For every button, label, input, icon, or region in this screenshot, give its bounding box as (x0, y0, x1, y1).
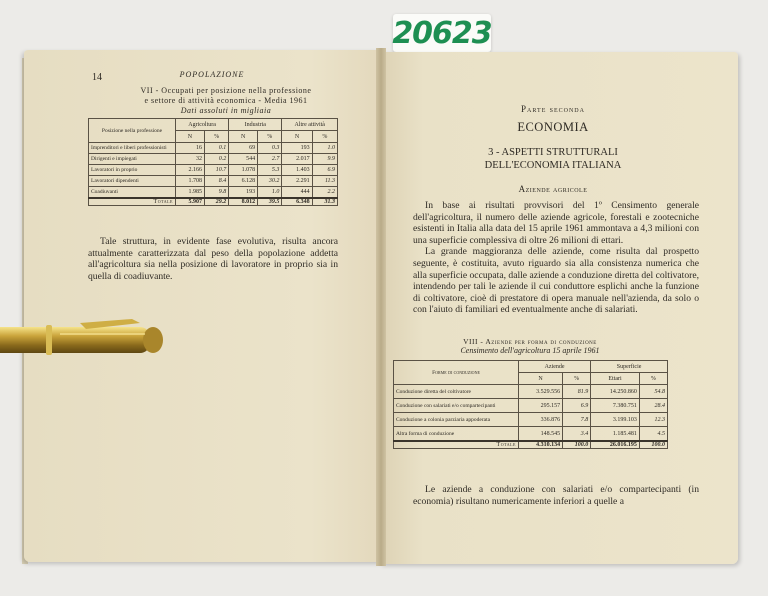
total-row (89, 198, 338, 206)
sub-header: N (282, 131, 312, 143)
paragraph-text: Tale struttura, in evidente fase evolutiva, risulta ancora attualmente caratterizzata dal peso della popolazione addetta all'agricoltura sia nella posizione di lavoratore in proprio sia in quella di coadiuvante. (88, 236, 338, 282)
row-label: Conduzione con salariati e/o compartecipanti (394, 399, 519, 413)
cell-value: 9.8 (204, 187, 228, 199)
header-agricoltura: Agricoltura (176, 119, 229, 131)
sub-header: N (229, 131, 258, 143)
header-industria: Industria (229, 119, 282, 131)
total-label: Totale (394, 441, 519, 449)
cell-value: 4.5 (639, 427, 667, 442)
table-row (89, 187, 338, 199)
table-vii-title-line2: e settore di attività economica - Media 1961 (144, 96, 308, 105)
table-row (89, 165, 338, 176)
total-value: 100.0 (639, 441, 667, 449)
sub-header: % (258, 131, 282, 143)
gold-pen (0, 313, 165, 361)
header-aziende: Aziende (519, 361, 591, 373)
table-viii-title (392, 337, 668, 355)
row-label: Dirigenti e impiegati (89, 154, 176, 165)
cell-value: 544 (229, 154, 258, 165)
cell-value: 3.529.556 (519, 385, 563, 399)
cell-value: 32 (176, 154, 205, 165)
cell-value: 5.3 (258, 165, 282, 176)
table-vii-title-line1: VII - Occupati per posizione nella professione (140, 86, 312, 95)
total-value: 6.348 (282, 198, 312, 206)
cell-value: 3.4 (563, 427, 591, 442)
total-value: 4.310.134 (519, 441, 563, 449)
part-label: Parte seconda (521, 104, 585, 114)
cell-value: 28.4 (639, 399, 667, 413)
table-vii (88, 118, 338, 206)
total-value: 26.016.195 (591, 441, 640, 449)
total-value: 39.5 (258, 198, 282, 206)
cell-value: 54.8 (639, 385, 667, 399)
chapter-title-line1: 3 - ASPETTI STRUTTURALI (488, 147, 618, 158)
chapter-title (380, 146, 726, 172)
row-label: Lavoratori dipendenti (89, 176, 176, 187)
cell-value: 295.157 (519, 399, 563, 413)
row-label: Altra forma di conduzione (394, 427, 519, 442)
cell-value: 148.545 (519, 427, 563, 442)
cell-value: 444 (282, 187, 312, 199)
table-row (89, 154, 338, 165)
cell-value: 2.2 (312, 187, 337, 199)
left-paragraph (88, 236, 338, 282)
sub-header: N (519, 373, 563, 385)
sub-header: N (176, 131, 205, 143)
cell-value: 10.7 (204, 165, 228, 176)
table-viii-subtitle: Censimento dell'agricoltura 15 aprile 1961 (460, 346, 600, 355)
cell-value: 0.1 (204, 143, 228, 154)
cell-value: 2.017 (282, 154, 312, 165)
table-row (394, 399, 668, 413)
cell-value: 16 (176, 143, 205, 154)
table-vii-subtitle: Dati assoluti in migliaia (180, 106, 272, 115)
table-viii (393, 360, 668, 449)
paragraph-1: In base ai risultati provvisori del 1º Censimento generale dell'agricoltura, il numero delle aziende agricole, forestali e zootecniche esistenti in Italia alla data del 15 aprile 1961 ammontava a 4,3 milioni con una superficie complessiva di oltre 26 milioni di ettari. (413, 200, 699, 246)
cell-value: 7.380.751 (591, 399, 640, 413)
cell-value: 6.9 (312, 165, 337, 176)
cell-value: 1.185.481 (591, 427, 640, 442)
paragraph-2: La grande maggioranza delle aziende, come risulta dal prospetto seguente, è costituita, avuto riguardo sia alla consistenza numerica che alla superficie occupata, dalle aziende a conduzione diretta del coltivatore, intendendo per tali le aziende il cui conduttore esplichi anche la funzione di coltivatore, cioè di prestatore di opera manuale nell'azienda, da solo o con l'aiuto di familiari ed eventualmente anche di salariati. (413, 246, 699, 316)
cell-value: 6.128 (229, 176, 258, 187)
cell-value: 3.199.103 (591, 413, 640, 427)
cell-value: 1.0 (312, 143, 337, 154)
cell-value: 12.3 (639, 413, 667, 427)
row-label: Coadiuvanti (89, 187, 176, 199)
col-header-position: Posizione nella professione (89, 119, 176, 143)
sub-header: Ettari (591, 373, 640, 385)
cell-value: 2.7 (258, 154, 282, 165)
table-row (89, 143, 338, 154)
cell-value: 0.3 (258, 143, 282, 154)
cell-value: 7.8 (563, 413, 591, 427)
sub-header: % (563, 373, 591, 385)
total-value: 31.3 (312, 198, 337, 206)
chapter-title-line2: DELL'ECONOMIA ITALIANA (484, 160, 622, 171)
right-paragraphs (413, 200, 699, 316)
table-row (394, 413, 668, 427)
cell-value: 1.078 (229, 165, 258, 176)
right-paragraph-3 (413, 484, 699, 507)
cell-value: 30.2 (258, 176, 282, 187)
cell-value: 2.291 (282, 176, 312, 187)
cell-value: 1.403 (282, 165, 312, 176)
inventory-number: 20623 (392, 15, 492, 51)
cell-value: 336.876 (519, 413, 563, 427)
sub-header: % (639, 373, 667, 385)
cell-value: 193 (282, 143, 312, 154)
page-number: 14 (92, 72, 102, 83)
row-label: Conduzione diretta del coltivatore (394, 385, 519, 399)
table-row (394, 385, 668, 399)
cell-value: 81.9 (563, 385, 591, 399)
table-viii-title-line: VIII - Aziende per forma di conduzione (463, 337, 597, 346)
table-row (394, 427, 668, 442)
cell-value: 1.985 (176, 187, 205, 199)
row-label: Conduzione a colonia parziaria appoderata (394, 413, 519, 427)
cell-value: 8.4 (204, 176, 228, 187)
cell-value: 9.9 (312, 154, 337, 165)
cell-value: 6.9 (563, 399, 591, 413)
header-altre: Altre attività (282, 119, 338, 131)
running-head: POPOLAZIONE (179, 70, 245, 79)
total-value: 29.2 (204, 198, 228, 206)
row-label: Lavoratori in proprio (89, 165, 176, 176)
cell-value: 1.0 (258, 187, 282, 199)
cell-value: 2.166 (176, 165, 205, 176)
sub-header: % (204, 131, 228, 143)
cell-value: 11.3 (312, 176, 337, 187)
total-value: 100.0 (563, 441, 591, 449)
cell-value: 193 (229, 187, 258, 199)
table-vii-title (86, 86, 366, 116)
total-value: 5.907 (176, 198, 205, 206)
cell-value: 14.250.860 (591, 385, 640, 399)
subsection-title: Aziende agricole (518, 184, 588, 194)
header-superficie: Superficie (591, 361, 668, 373)
row-label: Imprenditori e liberi professionisti (89, 143, 176, 154)
total-label: Totale (89, 198, 176, 206)
cell-value: 1.708 (176, 176, 205, 187)
table-row (89, 176, 338, 187)
total-row (394, 441, 668, 449)
cell-value: 0.2 (204, 154, 228, 165)
col-header-forme: Forme di conduzione (394, 361, 519, 385)
paragraph-3: Le aziende a conduzione con salariati e/o compartecipanti (in economia) risultano numericamente inferiori a quelle a (413, 484, 699, 507)
total-value: 8.012 (229, 198, 258, 206)
sub-header: % (312, 131, 337, 143)
section-title: ECONOMIA (517, 120, 589, 134)
cell-value: 69 (229, 143, 258, 154)
